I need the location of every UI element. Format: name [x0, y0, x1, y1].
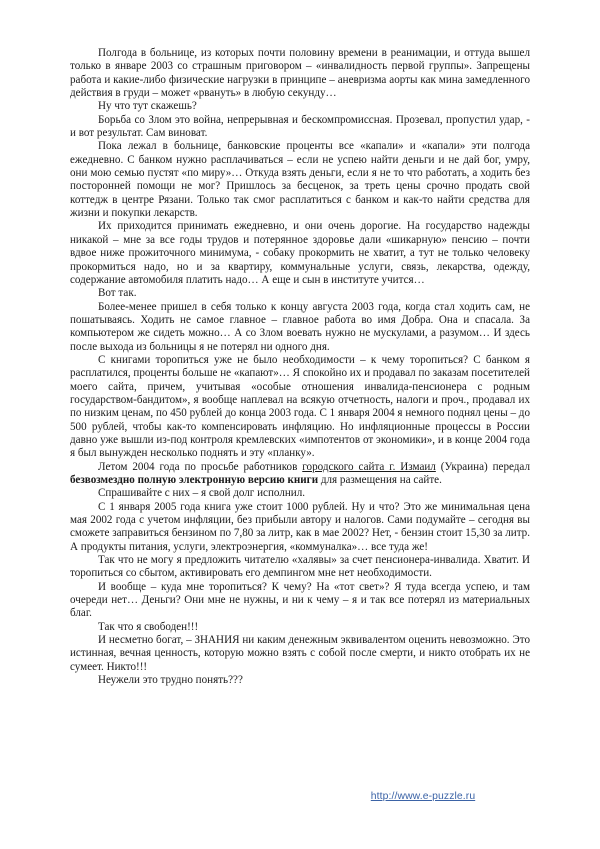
paragraph: И вообще – куда мне торопиться? К чему? На «тот свет»? Я туда всегда успею, и там очереди нет… Деньги? Они мне не нужны, и ни к чему – я и так все потерял из материальных благ.: [70, 580, 530, 620]
paragraph: Борьба со Злом это война, непрерывная и бескомпромиссная. Прозевал, пропустил удар, - и вот результат. Сам виноват.: [70, 113, 530, 140]
izmail-city-site-link[interactable]: городского сайта г. Измаил: [302, 460, 436, 473]
paragraph: Ну что тут скажешь?: [98, 100, 197, 113]
paragraph: С 1 января 2005 года книга уже стоит 1000 рублей. Ну и что? Это же минимальная цена мая 2002 года с учетом инфляции, без прибыли автору и налогов. Сами подумайте – сегодня вы сможете заправиться бензином по 7,80 за литр, как в мае 2002? Нет, - бензин стоит 15,30 за литр. А продукты питания, услуги, электроэнергия, «коммуналка»… все туда же!: [70, 500, 530, 553]
paragraph: Спрашивайте с них – я свой долг исполнил.: [98, 487, 306, 500]
paragraph-with-link: [70, 461, 530, 488]
paragraph: Так что я свободен!!!: [98, 620, 199, 633]
free-full-edition-emphasis: безвозмездно полную электронную версию книги: [70, 474, 319, 486]
paragraph-text-middle: (Украина) передал: [435, 460, 530, 473]
paragraph: И несметно богат, – ЗНАНИЯ ни каким денежным эквивалентом оценить невозможно. Это истинная, вечная ценность, которую можно взять с собой после смерти, и никто отобрать их не сумеет. Никто!!!: [70, 634, 530, 673]
paragraph: Полгода в больнице, из которых почти половину времени в реанимации, и оттуда вышел только в январе 2003 со страшным приговором – «инвалидность первой группы». Запрещены работа и какие-либо физические нагрузки в принципе – аневризма аорты как мина замедленного действия в груди – может «рвануть» в любую секунду…: [70, 47, 530, 100]
paragraph: Пока лежал в больнице, банковские проценты все «капали» и «капали» эти полгода ежедневно. С банком нужно расплачиваться – если не успею найти деньги и не дай бог, умру, они мою семью пустят «по миру»… Откуда взять деньги, если я не то что работать, а ходить без посторонней помощи не мог? Пришлось за бесценок, за треть цены срочно продать свой коттедж в центре Рязани. Только так смог расплатиться с банком и как-то найти средства для жизни и покупки лекарств.: [70, 140, 530, 220]
paragraph: Их приходится принимать ежедневно, и они очень дорогие. На государство надежды никакой – мне за все годы трудов и потерянное здоровье дали «шикарную» пенсию – почти вдвое ниже прожиточного минимума, - собаку прокормить не хватит, а тут не только человеку прокормиться надо, но и за квартиру, коммунальные услуги, связь, лекарства, одежду, содержание автомобиля платить надо… А еще и сын в институте учится…: [70, 220, 530, 286]
paragraph: Вот так.: [98, 287, 137, 300]
page-footer: [0, 786, 600, 804]
paragraph: Более-менее пришел в себя только к концу августа 2003 года, когда стал ходить сам, не пошатываясь. Ходить не самое главное – главное работа во имя Добра. Она и спасала. За компьютером же сидеть можно… А со Злом воевать нужно не мускулами, а разумом… И здесь после выхода из больницы я не потерял ни одного дня.: [70, 300, 530, 353]
paragraph: С книгами торопиться уже не было необходимости – к чему торопиться? С банком я расплатился, проценты больше не «капают»… Я спокойно их и продавал по заказам посетителей моего сайта, причем, учитывая «особые отношения инвалида-пенсионера с родным государством-бандитом», я вообще наплевал на всякую отчетность, налоги и проч., продавал их по низким ценам, по 450 рублей до конца 2003 года. С 1 января 2004 я немного поднял цены – до 500 рублей, чтобы как-то компенсировать инфляцию. Но инфляционные процессы в России давно уже вышли из-под контроля кремлевских «импотентов от экономики», и в конце 2004 года я был вынужден несколько поднять и эту «планку».: [70, 353, 530, 460]
paragraph: Так что не могу я предложить читателю «халявы» за счет пенсионера-инвалида. Хватит. И торопиться со сбытом, активировать его демпингом мне нет необходимости.: [70, 554, 530, 580]
paragraph: Неужели это трудно понять???: [98, 674, 243, 687]
paragraph-text-lead: Летом 2004 года по просьбе работников: [98, 460, 303, 473]
paragraph-text-tail: для размещения на сайте.: [318, 474, 442, 486]
document-text-body: [70, 47, 530, 688]
footer-website-link[interactable]: http://www.e-puzzle.ru: [370, 791, 476, 802]
